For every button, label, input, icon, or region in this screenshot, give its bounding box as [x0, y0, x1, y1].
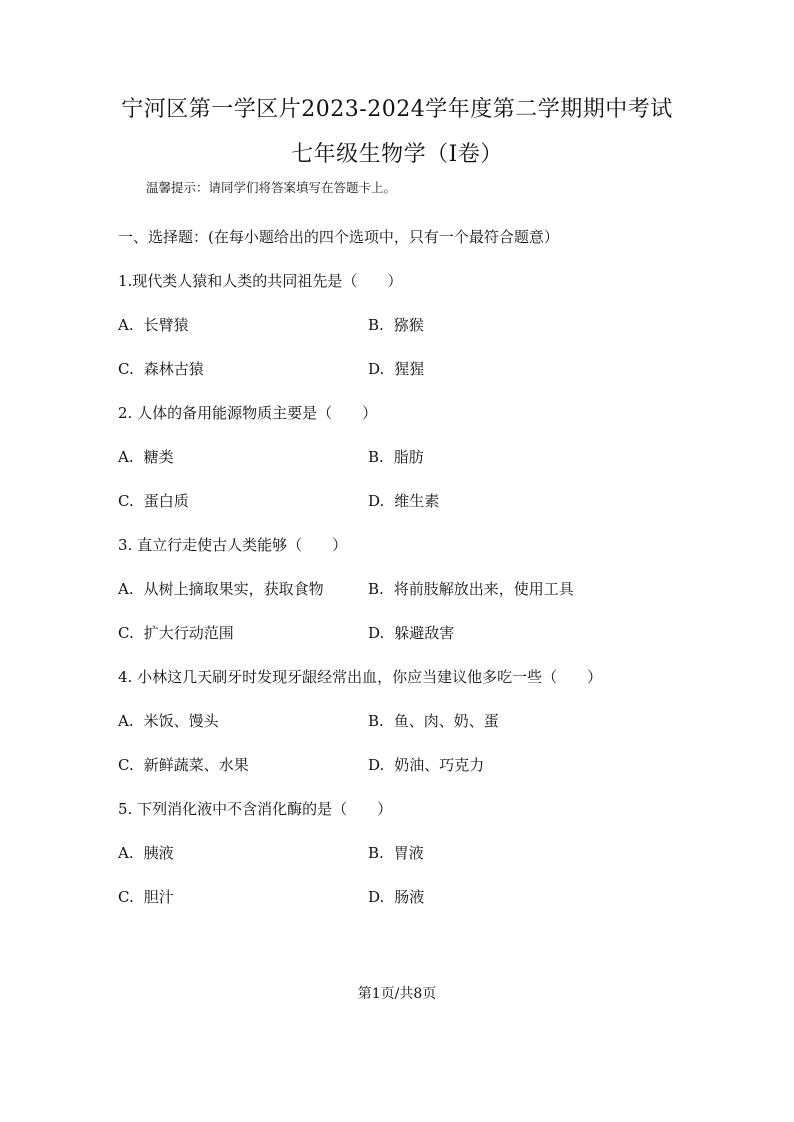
- question-5-option-b: [368, 842, 424, 864]
- option-letter: B.: [368, 712, 384, 730]
- question-1-stem: 1.现代类人猿和人类的共同祖先是（ ）: [118, 272, 403, 290]
- question-4-option-d: [368, 754, 484, 776]
- question-3-stem: 3. 直立行走使古人类能够（ ）: [118, 536, 348, 554]
- reminder-tip: 温馨提示：请同学们将答案填写在答题卡上。: [146, 180, 397, 195]
- option-letter: C.: [118, 888, 134, 906]
- option-letter: A.: [118, 316, 134, 334]
- option-letter: D.: [368, 888, 385, 906]
- question-5-stem: 5. 下列消化液中不含消化酶的是（ ）: [118, 800, 393, 818]
- question-2-option-a: [118, 446, 174, 468]
- option-text: 猕猴: [393, 316, 424, 334]
- question-3-option-a: [118, 578, 324, 600]
- option-text: 鱼、肉、奶、蛋: [393, 712, 499, 730]
- option-letter: A.: [118, 580, 134, 598]
- option-text: 新鲜蔬菜、水果: [143, 756, 249, 774]
- question-2-option-d: [368, 490, 439, 512]
- question-2-option-c: [118, 490, 189, 512]
- question-5-option-c: [118, 886, 174, 908]
- option-text: 米饭、馒头: [143, 712, 219, 730]
- question-4-option-a: [118, 710, 219, 732]
- question-1-option-c: [118, 358, 204, 380]
- question-3-option-c: [118, 622, 234, 644]
- option-text: 长臂猿: [143, 316, 189, 334]
- question-3-option-b: [368, 578, 574, 600]
- question-1-option-d: [368, 358, 424, 380]
- question-4-option-c: [118, 754, 249, 776]
- page-number: 第1页/共8页: [357, 986, 437, 1002]
- question-3-option-d: [368, 622, 454, 644]
- option-letter: B.: [368, 580, 384, 598]
- option-letter: D.: [368, 624, 385, 642]
- option-text: 糖类: [143, 448, 174, 466]
- option-text: 奶油、巧克力: [394, 756, 485, 774]
- section-heading: 一、选择题：(在每小题给出的四个选项中，只有一个最符合题意）: [118, 228, 559, 246]
- option-letter: B.: [368, 448, 384, 466]
- option-letter: A.: [118, 448, 134, 466]
- option-text: 躲避敌害: [394, 624, 455, 642]
- question-4-option-b: [368, 710, 499, 732]
- question-5-option-a: [118, 842, 174, 864]
- option-letter: B.: [368, 316, 384, 334]
- option-letter: D.: [368, 756, 385, 774]
- option-text: 从树上摘取果实，获取食物: [143, 580, 324, 598]
- question-1-option-b: [368, 314, 424, 336]
- option-letter: C.: [118, 624, 134, 642]
- question-4-stem: 4. 小林这几天刷牙时发现牙龈经常出血，你应当建议他多吃一些（ ）: [118, 668, 603, 686]
- option-text: 森林古猿: [143, 360, 204, 378]
- option-text: 胰液: [143, 844, 174, 862]
- exam-subtitle: 七年级生物学（I卷）: [291, 142, 503, 167]
- option-text: 胆汁: [143, 888, 174, 906]
- option-letter: C.: [118, 756, 134, 774]
- option-text: 维生素: [394, 492, 440, 510]
- option-letter: D.: [368, 492, 385, 510]
- option-text: 扩大行动范围: [143, 624, 234, 642]
- option-text: 蛋白质: [143, 492, 189, 510]
- option-letter: B.: [368, 844, 384, 862]
- option-text: 脂肪: [393, 448, 424, 466]
- option-letter: A.: [118, 844, 134, 862]
- option-text: 胃液: [393, 844, 424, 862]
- question-5-option-d: [368, 886, 424, 908]
- option-letter: C.: [118, 492, 134, 510]
- exam-title: 宁河区第一学区片2023-2024学年度第二学期期中考试: [121, 97, 673, 122]
- option-text: 将前肢解放出来，使用工具: [393, 580, 574, 598]
- option-letter: A.: [118, 712, 134, 730]
- option-text: 猩猩: [394, 360, 425, 378]
- question-2-option-b: [368, 446, 424, 468]
- question-2-stem: 2. 人体的备用能源物质主要是（ ）: [118, 404, 378, 422]
- option-text: 肠液: [394, 888, 425, 906]
- question-1-option-a: [118, 314, 189, 336]
- option-letter: D.: [368, 360, 385, 378]
- option-letter: C.: [118, 360, 134, 378]
